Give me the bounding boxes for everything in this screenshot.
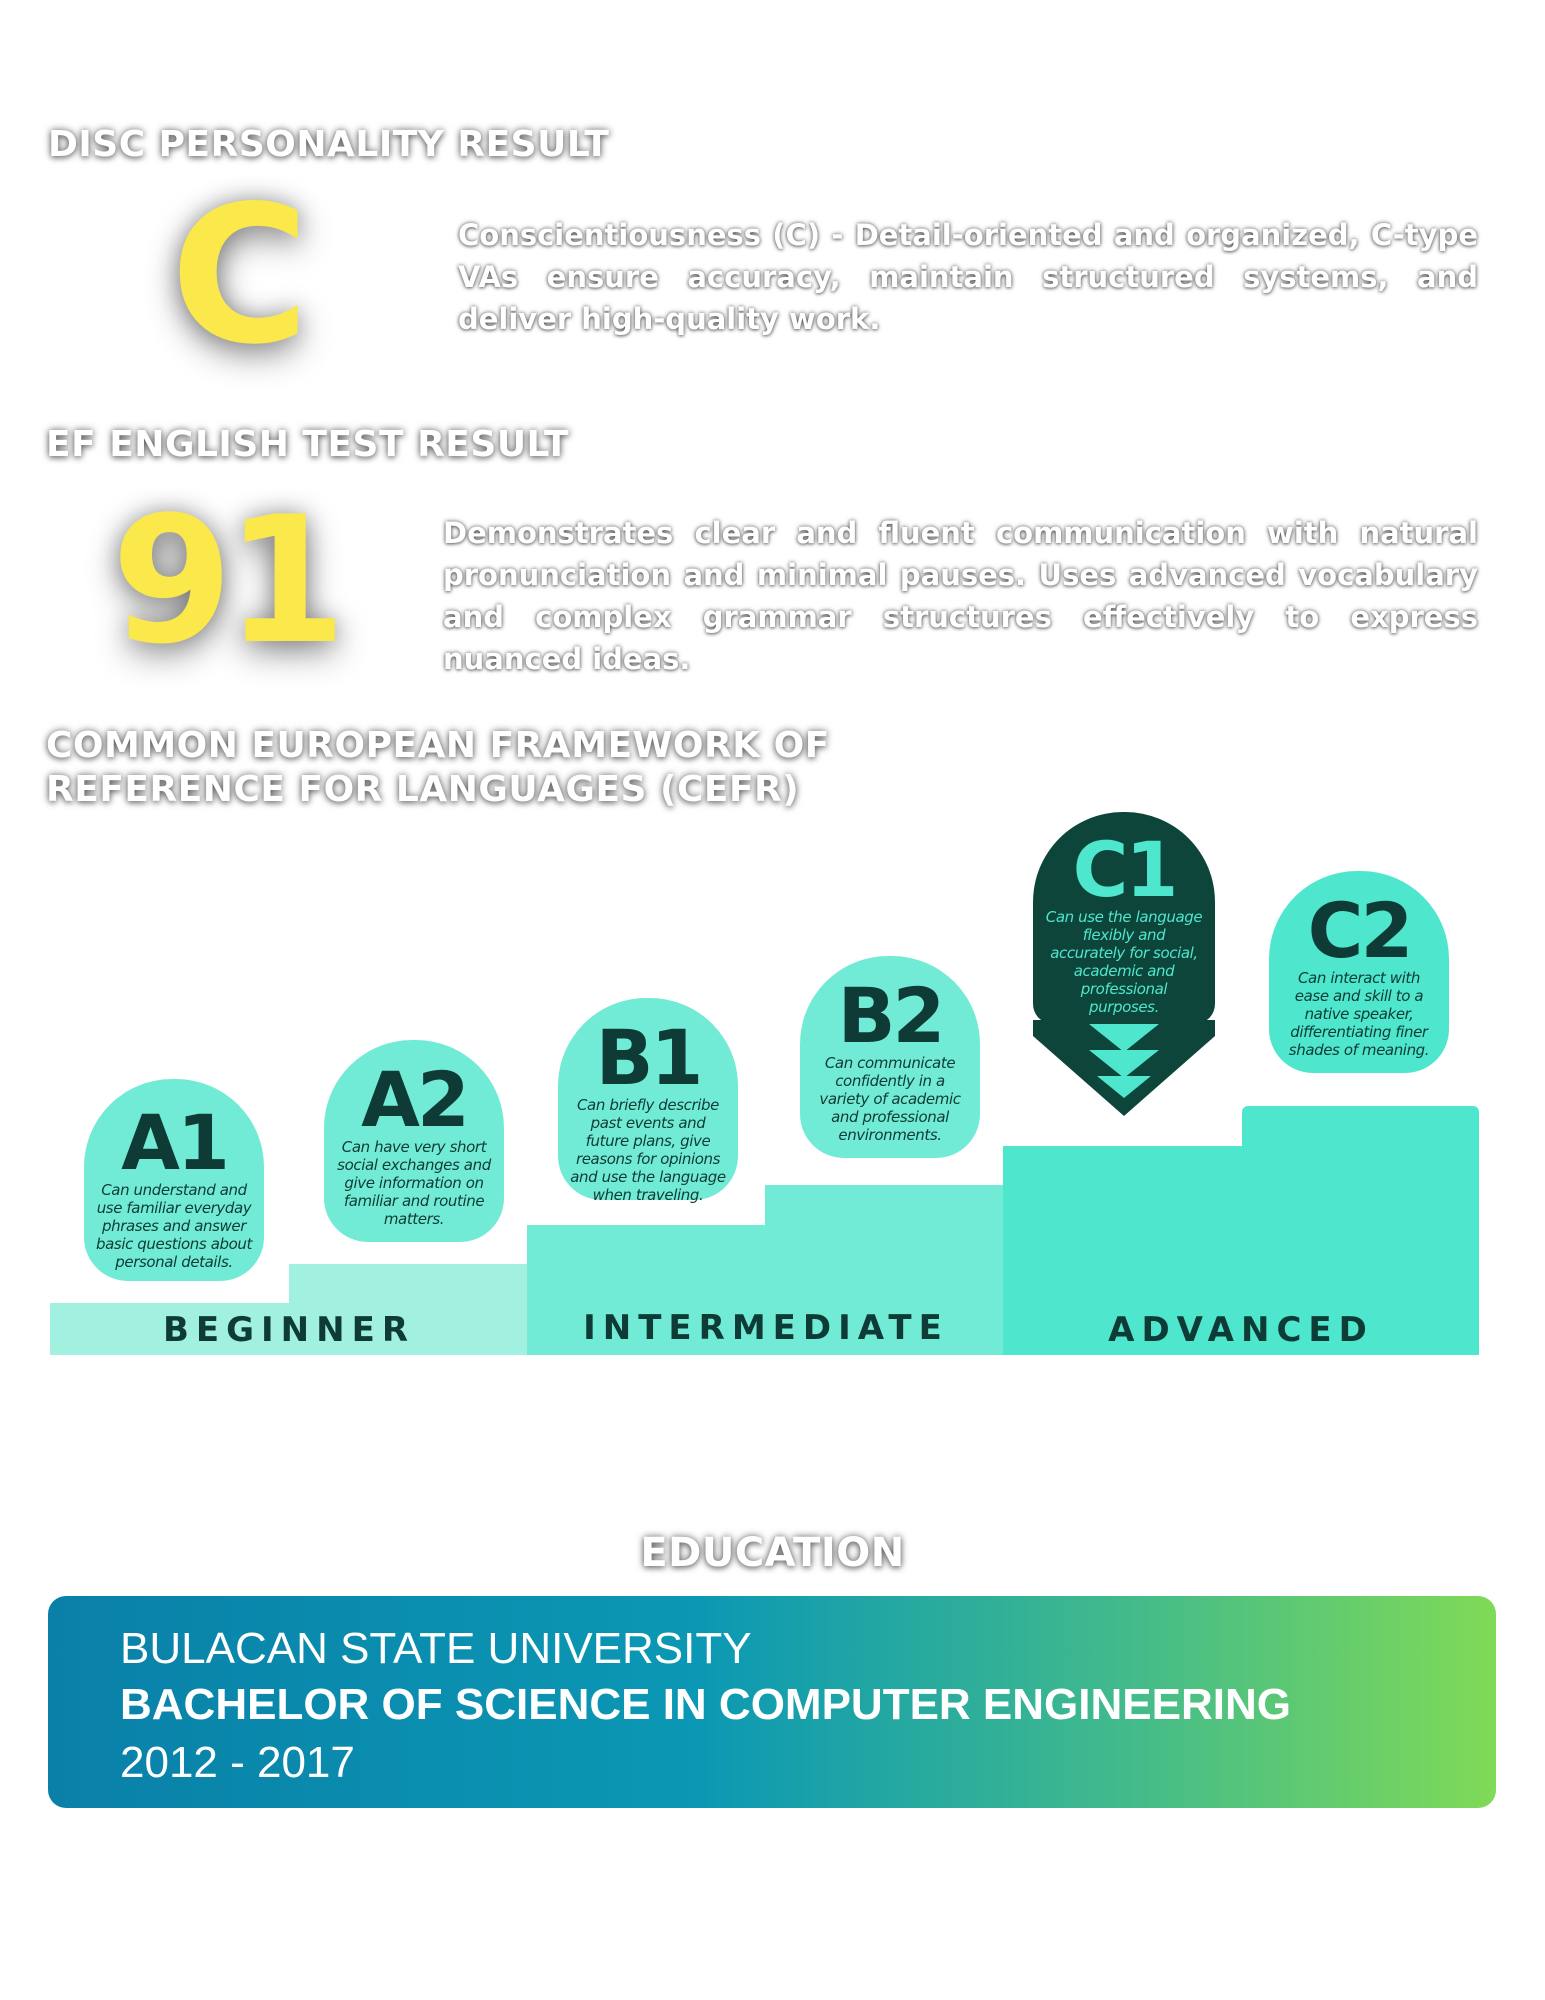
level-card-b2: [800, 956, 980, 1158]
level-card-a1: [84, 1079, 264, 1281]
disc-description: Conscientiousness (C) - Detail-oriented and organized, C-type VAs ensure accuracy, maintain structured systems, and deliver high-quality work.: [458, 218, 1478, 336]
level-description: Can have very short social exchanges and give information on familiar and routine matters.: [337, 1138, 491, 1228]
ef-title: EF ENGLISH TEST RESULT: [46, 424, 570, 465]
level-code: C1: [1072, 825, 1176, 914]
level-description: Can interact with ease and skill to a native speaker, differentiating finer shades of meaning.: [1288, 969, 1430, 1059]
ef-score: 91: [111, 480, 339, 683]
level-code: B2: [837, 971, 943, 1060]
disc-title: DISC PERSONALITY RESULT: [48, 124, 610, 165]
level-code: A2: [361, 1055, 467, 1144]
level-code: B1: [595, 1013, 701, 1102]
band-advanced: ADVANCED: [1108, 1310, 1374, 1350]
level-code: C2: [1307, 886, 1411, 975]
level-description: Can briefly describe past events and future plans, give reasons for opinions and use the language when traveling.: [570, 1096, 726, 1204]
band-beginner: BEGINNER: [162, 1310, 415, 1350]
level-description: Can use the language flexibly and accurately for social, academic and professional purposes.: [1045, 908, 1203, 1016]
level-card-a2: [324, 1040, 504, 1242]
cefr-title: [46, 724, 830, 812]
level-code: A1: [121, 1098, 227, 1187]
level-description: Can understand and use familiar everyday phrases and answer basic questions about personal details.: [96, 1181, 252, 1271]
education-years: 2012 - 2017: [120, 1738, 355, 1787]
level-card-c2: [1269, 871, 1449, 1073]
disc-letter: C: [170, 165, 310, 386]
level-card-c1: [1033, 812, 1215, 1024]
school-name: BULACAN STATE UNIVERSITY: [120, 1624, 752, 1673]
cefr-title-line2: REFERENCE FOR LANGUAGES (CEFR): [46, 769, 800, 810]
level-description: Can communicate confidently in a variety of academic and professional environments.: [819, 1054, 961, 1144]
cefr-title-line1: COMMON EUROPEAN FRAMEWORK OF: [46, 725, 830, 766]
band-intermediate: INTERMEDIATE: [583, 1308, 949, 1348]
ef-description: Demonstrates clear and fluent communication with natural pronunciation and minimal pauses. Uses advanced vocabulary and complex grammar structures effectively to express nuanced ideas.: [443, 516, 1478, 676]
education-card: [48, 1596, 1496, 1808]
education-title: EDUCATION: [640, 1530, 905, 1576]
degree-name: BACHELOR OF SCIENCE IN COMPUTER ENGINEERING: [120, 1680, 1291, 1729]
level-card-b1: [558, 998, 738, 1204]
